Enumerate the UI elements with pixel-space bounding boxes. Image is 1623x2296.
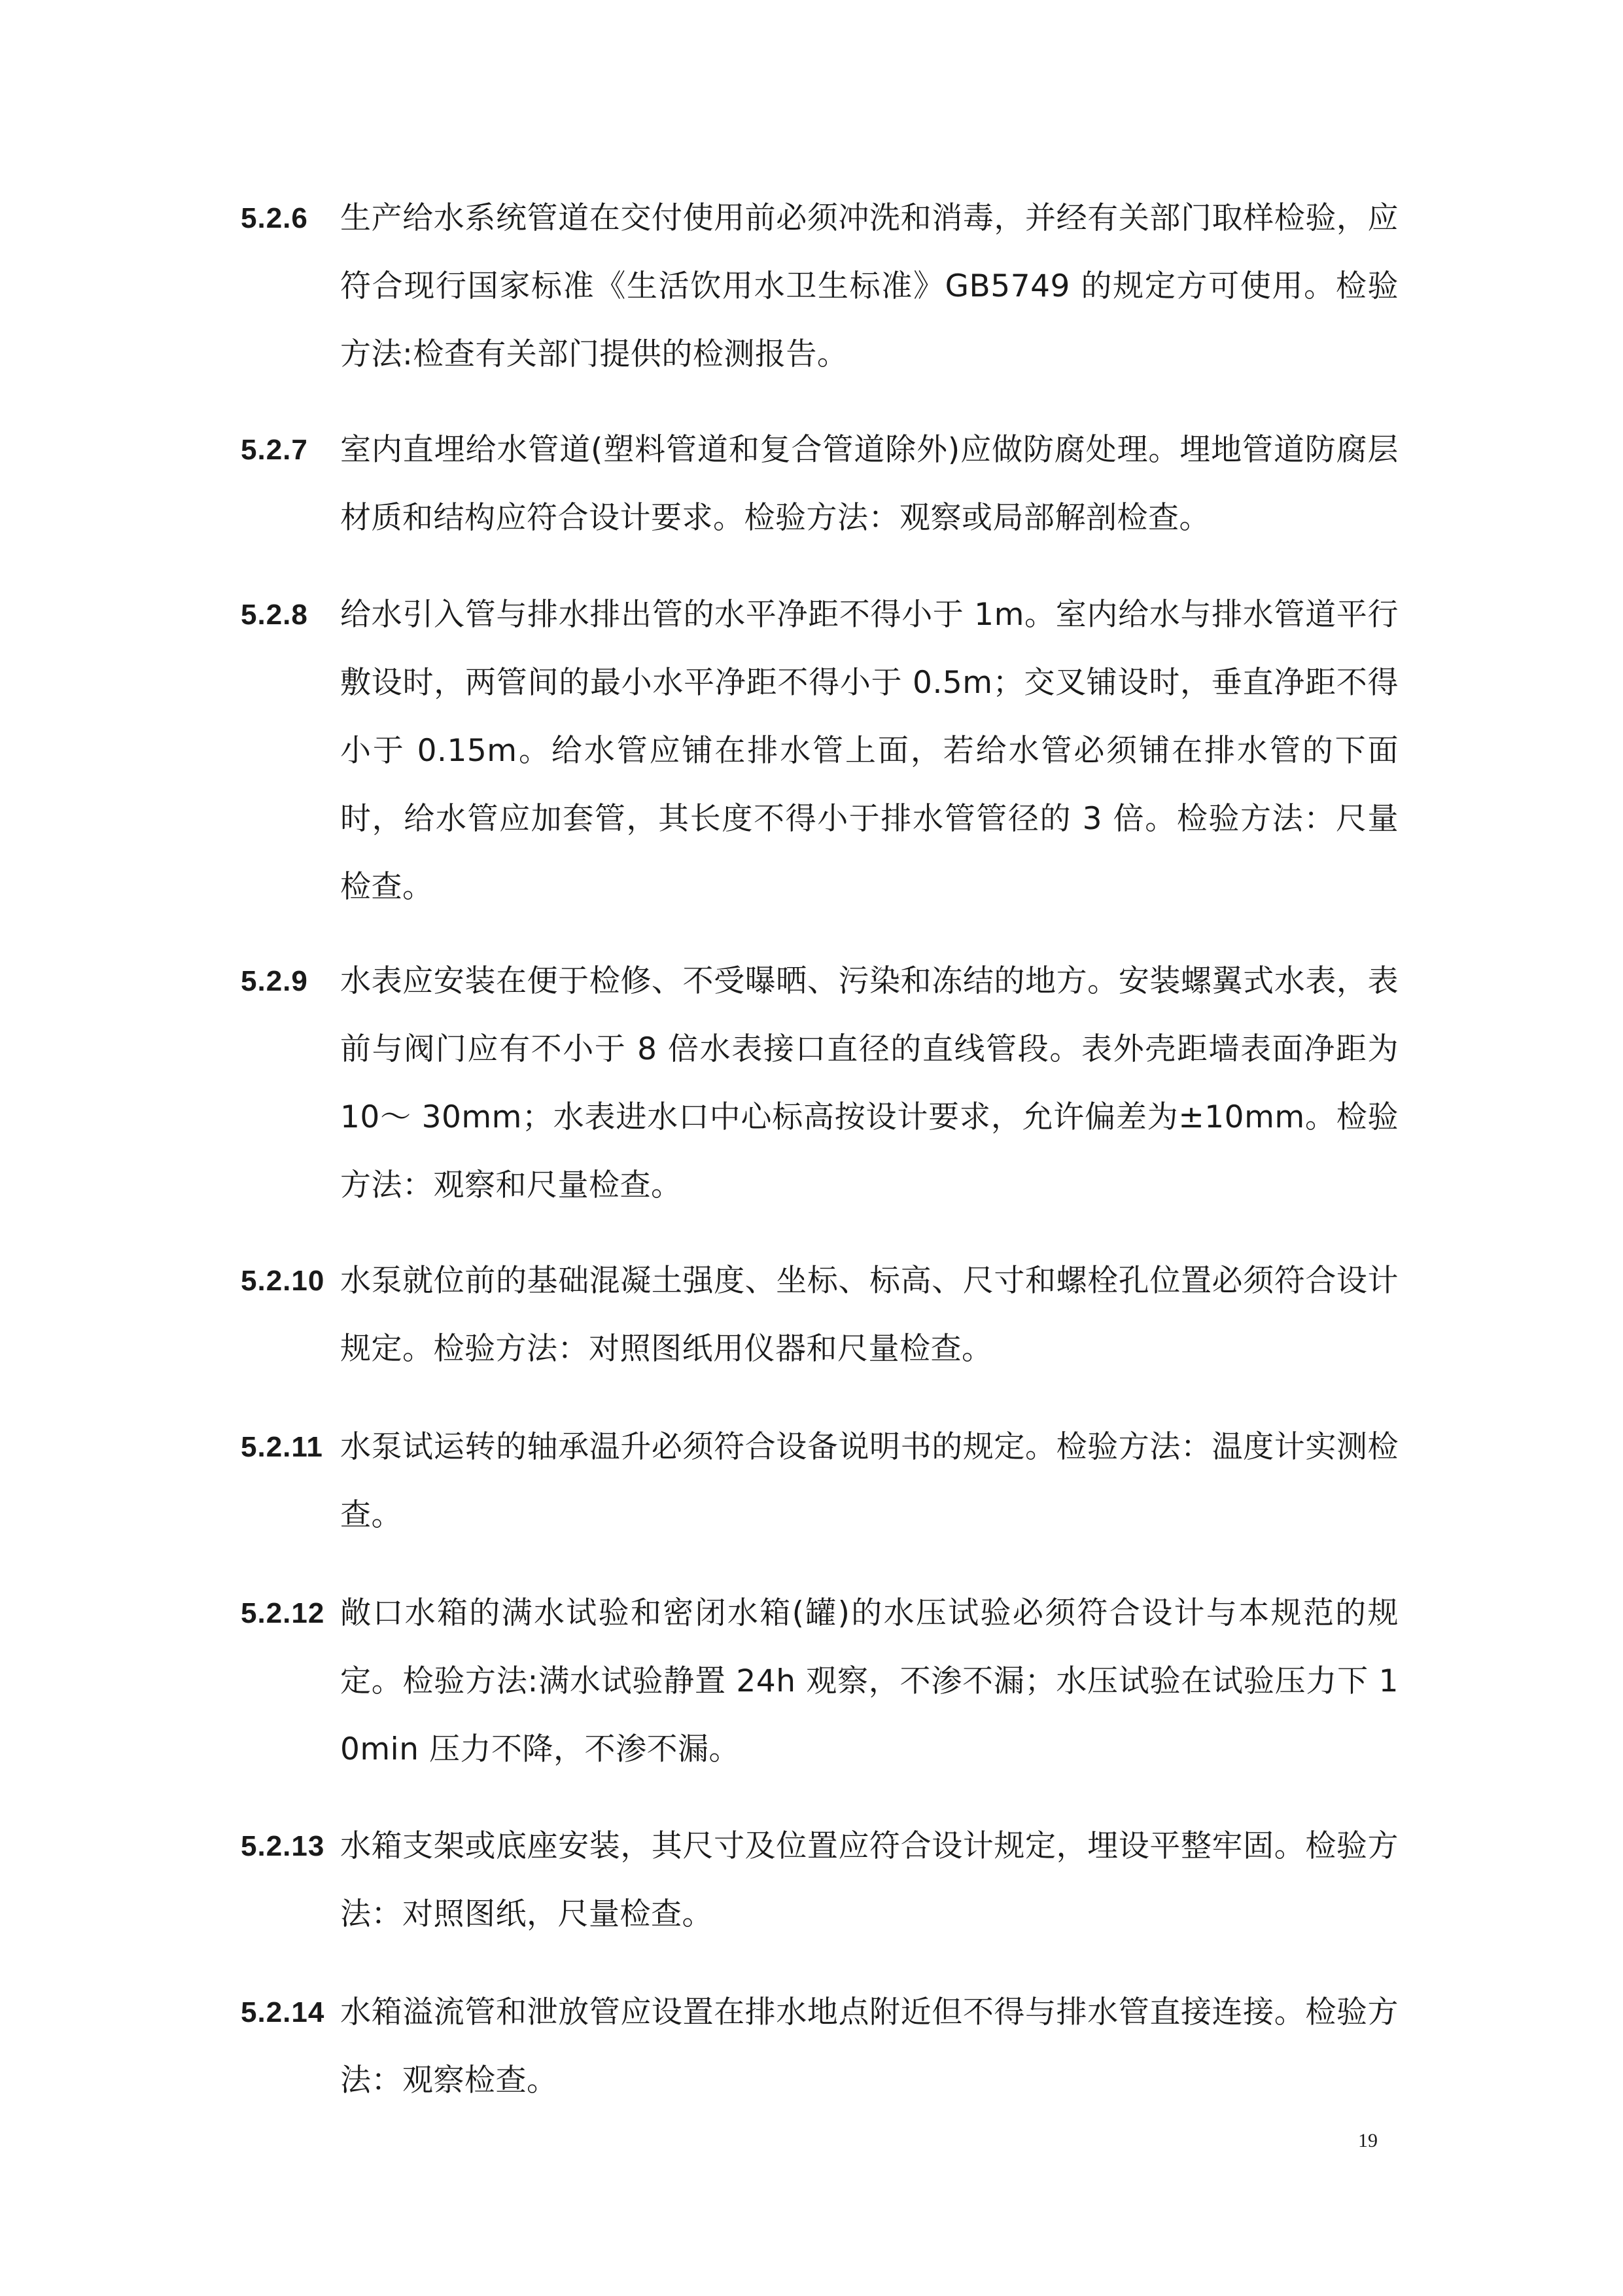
clause-number: 5.2.10 (241, 1265, 325, 1297)
page-number: 19 (1358, 2130, 1378, 2151)
clause-number: 5.2.7 (241, 434, 308, 466)
clause-number: 5.2.13 (241, 1830, 325, 1862)
clause-text: 水表应安装在便于检修、不受曝晒、污染和冻结的地方。安装螺翼式水表，表前与阀门应有不小于 8 倍水表接口直径的直线管段。表外壳距墙表面净距为 10～ 30mm；水表进水口中心标高按设计要求，允许偏差为±10mm。检验方法：观察和尺量检查。 (340, 963, 1399, 1203)
clause-text: 水箱支架或底座安装，其尺寸及位置应符合设计规定，埋设平整牢固。检验方法：对照图纸，尺量检查。 (340, 1828, 1399, 1932)
clause-text: 给水引入管与排水排出管的水平净距不得小于 1m。室内给水与排水管道平行敷设时，两管间的最小水平净距不得小于 0.5m；交叉铺设时，垂直净距不得小于 0.15m。给水管应铺在排水管上面，若给水管必须铺在排水管的下面时，给水管应加套管，其长度不得小于排水管管径的 3 倍。检验方法：尺量检查。 (340, 597, 1399, 905)
clause-text: 室内直埋给水管道(塑料管道和复合管道除外)应做防腐处理。埋地管道防腐层材质和结构应符合设计要求。检验方法：观察或局部解剖检查。 (340, 432, 1399, 536)
clause-number: 5.2.9 (241, 965, 308, 997)
clause-text: 水泵就位前的基础混凝土强度、坐标、标高、尺寸和螺栓孔位置必须符合设计规定。检验方法：对照图纸用仪器和尺量检查。 (340, 1263, 1399, 1367)
clause-number: 5.2.14 (241, 1996, 325, 2028)
clause-text: 水箱溢流管和泄放管应设置在排水地点附近但不得与排水管直接连接。检验方法：观察检查。 (340, 1994, 1399, 2098)
clause-number: 5.2.6 (241, 202, 308, 234)
clause-text: 生产给水系统管道在交付使用前必须冲洗和消毒，并经有关部门取样检验，应符合现行国家标准《生活饮用水卫生标准》GB5749 的规定方可使用。检验方法:检查有关部门提供的检测报告。 (340, 200, 1399, 372)
clause-text: 敞口水箱的满水试验和密闭水箱(罐)的水压试验必须符合设计与本规范的规定。检验方法:满水试验静置 24h 观察，不渗不漏；水压试验在试验压力下 10min 压力不降，不渗不漏。 (340, 1595, 1399, 1767)
clause-number: 5.2.11 (241, 1431, 323, 1463)
clause-number: 5.2.12 (241, 1597, 325, 1629)
clause-number: 5.2.8 (241, 599, 308, 631)
clause-text: 水泵试运转的轴承温升必须符合设备说明书的规定。检验方法：温度计实测检查。 (340, 1429, 1399, 1533)
